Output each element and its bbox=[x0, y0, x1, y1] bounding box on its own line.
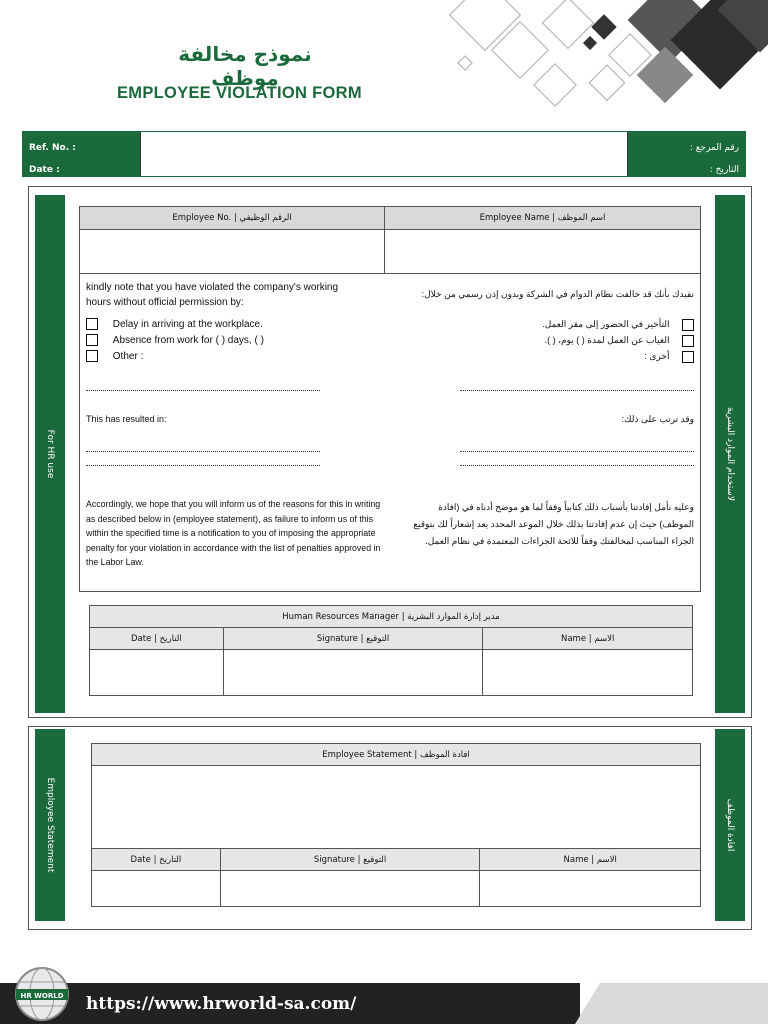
option-delay: Delay in arriving at the workplace. bbox=[86, 317, 263, 332]
option-other: Other : bbox=[86, 349, 143, 364]
hr-use-section bbox=[28, 186, 752, 718]
statement-signature-header: Signature | التوقيع bbox=[220, 849, 480, 871]
svg-text:HR WORLD: HR WORLD bbox=[20, 992, 64, 1000]
option-delay-ar: التأخير في الحضور إلى مقر العمل. bbox=[460, 317, 694, 332]
form-title-english: EMPLOYEE VIOLATION FORM bbox=[117, 84, 362, 102]
statement-date-cell[interactable] bbox=[92, 871, 221, 907]
checkbox-delay-ar[interactable] bbox=[682, 319, 694, 331]
ref-input-area[interactable] bbox=[140, 132, 628, 176]
statement-signature-cell[interactable] bbox=[220, 871, 480, 907]
result-line-1-en[interactable] bbox=[86, 451, 320, 452]
statement-side-label-left: Employee Statement bbox=[35, 729, 65, 921]
statement-text-area[interactable] bbox=[92, 766, 701, 849]
hr-signature-header: Signature | التوقيع bbox=[223, 628, 483, 650]
intro-english: kindly note that you have violated the company's working hours without official permission by: bbox=[86, 282, 339, 308]
date-label-ar: التاريخ : bbox=[709, 165, 739, 175]
ref-labels-arabic bbox=[628, 132, 745, 176]
hr-name-cell[interactable] bbox=[483, 650, 693, 696]
checkbox-other[interactable] bbox=[86, 350, 98, 362]
reference-bar bbox=[22, 131, 746, 177]
hr-manager-table bbox=[89, 605, 693, 696]
employee-no-field[interactable] bbox=[80, 230, 385, 274]
website-link[interactable]: https://www.hrworld-sa.com/ bbox=[86, 994, 357, 1014]
hr-date-cell[interactable] bbox=[90, 650, 224, 696]
result-english: This has resulted in: bbox=[86, 414, 167, 424]
statement-name-cell[interactable] bbox=[480, 871, 701, 907]
ref-no-label: Ref. No. : bbox=[29, 143, 76, 153]
hr-side-label-right: لاستخدام الموارد البشرية bbox=[715, 195, 745, 713]
hr-manager-header: Human Resources Manager | مدير إدارة الموارد البشرية bbox=[90, 606, 693, 628]
form-title-arabic: نموذج مخالفة موظف bbox=[178, 42, 312, 90]
hr-signature-cell[interactable] bbox=[223, 650, 483, 696]
option-absence-ar: الغياب عن العمل لمدة ( ) يوم، ( ). bbox=[460, 333, 694, 348]
hr-date-header: Date | التاريخ bbox=[90, 628, 224, 650]
ref-no-label-ar: رقم المرجع : bbox=[689, 143, 739, 153]
result-line-2-en[interactable] bbox=[86, 465, 320, 466]
result-line-1-ar[interactable] bbox=[460, 451, 694, 452]
result-arabic: وقد ترتب على ذلك: bbox=[621, 414, 694, 424]
employee-name-field[interactable] bbox=[385, 230, 700, 274]
result-line-2-ar[interactable] bbox=[460, 465, 694, 466]
checkbox-absence-ar[interactable] bbox=[682, 335, 694, 347]
ref-labels-english bbox=[23, 132, 140, 176]
footer-accent bbox=[575, 983, 768, 1024]
checkbox-absence[interactable] bbox=[86, 334, 98, 346]
option-other-ar: أخرى : bbox=[460, 349, 694, 364]
checkbox-other-ar[interactable] bbox=[682, 351, 694, 363]
hr-name-header: Name | الاسم bbox=[483, 628, 693, 650]
hr-world-logo bbox=[12, 965, 72, 1023]
option-absence: Absence from work for ( ) days, ( ) bbox=[86, 333, 264, 348]
hr-side-label-left: For HR use bbox=[35, 195, 65, 713]
violation-notice-box bbox=[79, 206, 701, 592]
employee-statement-table bbox=[91, 743, 701, 907]
closing-arabic: وعليه نأمل إفادتنا بأسباب ذلك كتابياً وفقاً لما هو موضح أدناه في (افادة الموظف) حيث إن عدم إفادتنا بذلك خلال الموعد المحدد يعد إشعاراً لك بتوقيع الجزاء المناسب لمخالفتك وفقاً للائحة الجزاءات المعتمدة في نظام العمل. bbox=[413, 502, 694, 546]
intro-arabic: نفيدك بأنك قد خالفت نظام الدوام في الشركة وبدون إذن رسمي من خلال: bbox=[421, 289, 694, 299]
decorative-diamonds bbox=[440, 0, 768, 112]
other-line-en[interactable] bbox=[86, 390, 320, 391]
employee-no-header: Employee No. | الرقم الوظيفي bbox=[80, 207, 385, 230]
date-label: Date : bbox=[29, 165, 60, 175]
employee-statement-section bbox=[28, 726, 752, 930]
employee-name-header: Employee Name | اسم الموظف bbox=[385, 207, 700, 230]
statement-side-label-right: افادة الموظف bbox=[715, 729, 745, 921]
statement-name-header: Name | الاسم bbox=[480, 849, 701, 871]
statement-date-header: Date | التاريخ bbox=[92, 849, 221, 871]
checkbox-delay[interactable] bbox=[86, 318, 98, 330]
other-line-ar[interactable] bbox=[460, 390, 694, 391]
statement-header: Employee Statement | افادة الموظف bbox=[92, 744, 701, 766]
closing-english: Accordingly, we hope that you will inform us of the reasons for this in writing as described below in (employee statement), as failure to inform us of this within the specified time is a notification to you of imposing the appropriate penalty for your violation in accordance with the list of penalties approved in the Labor Law. bbox=[86, 499, 381, 567]
